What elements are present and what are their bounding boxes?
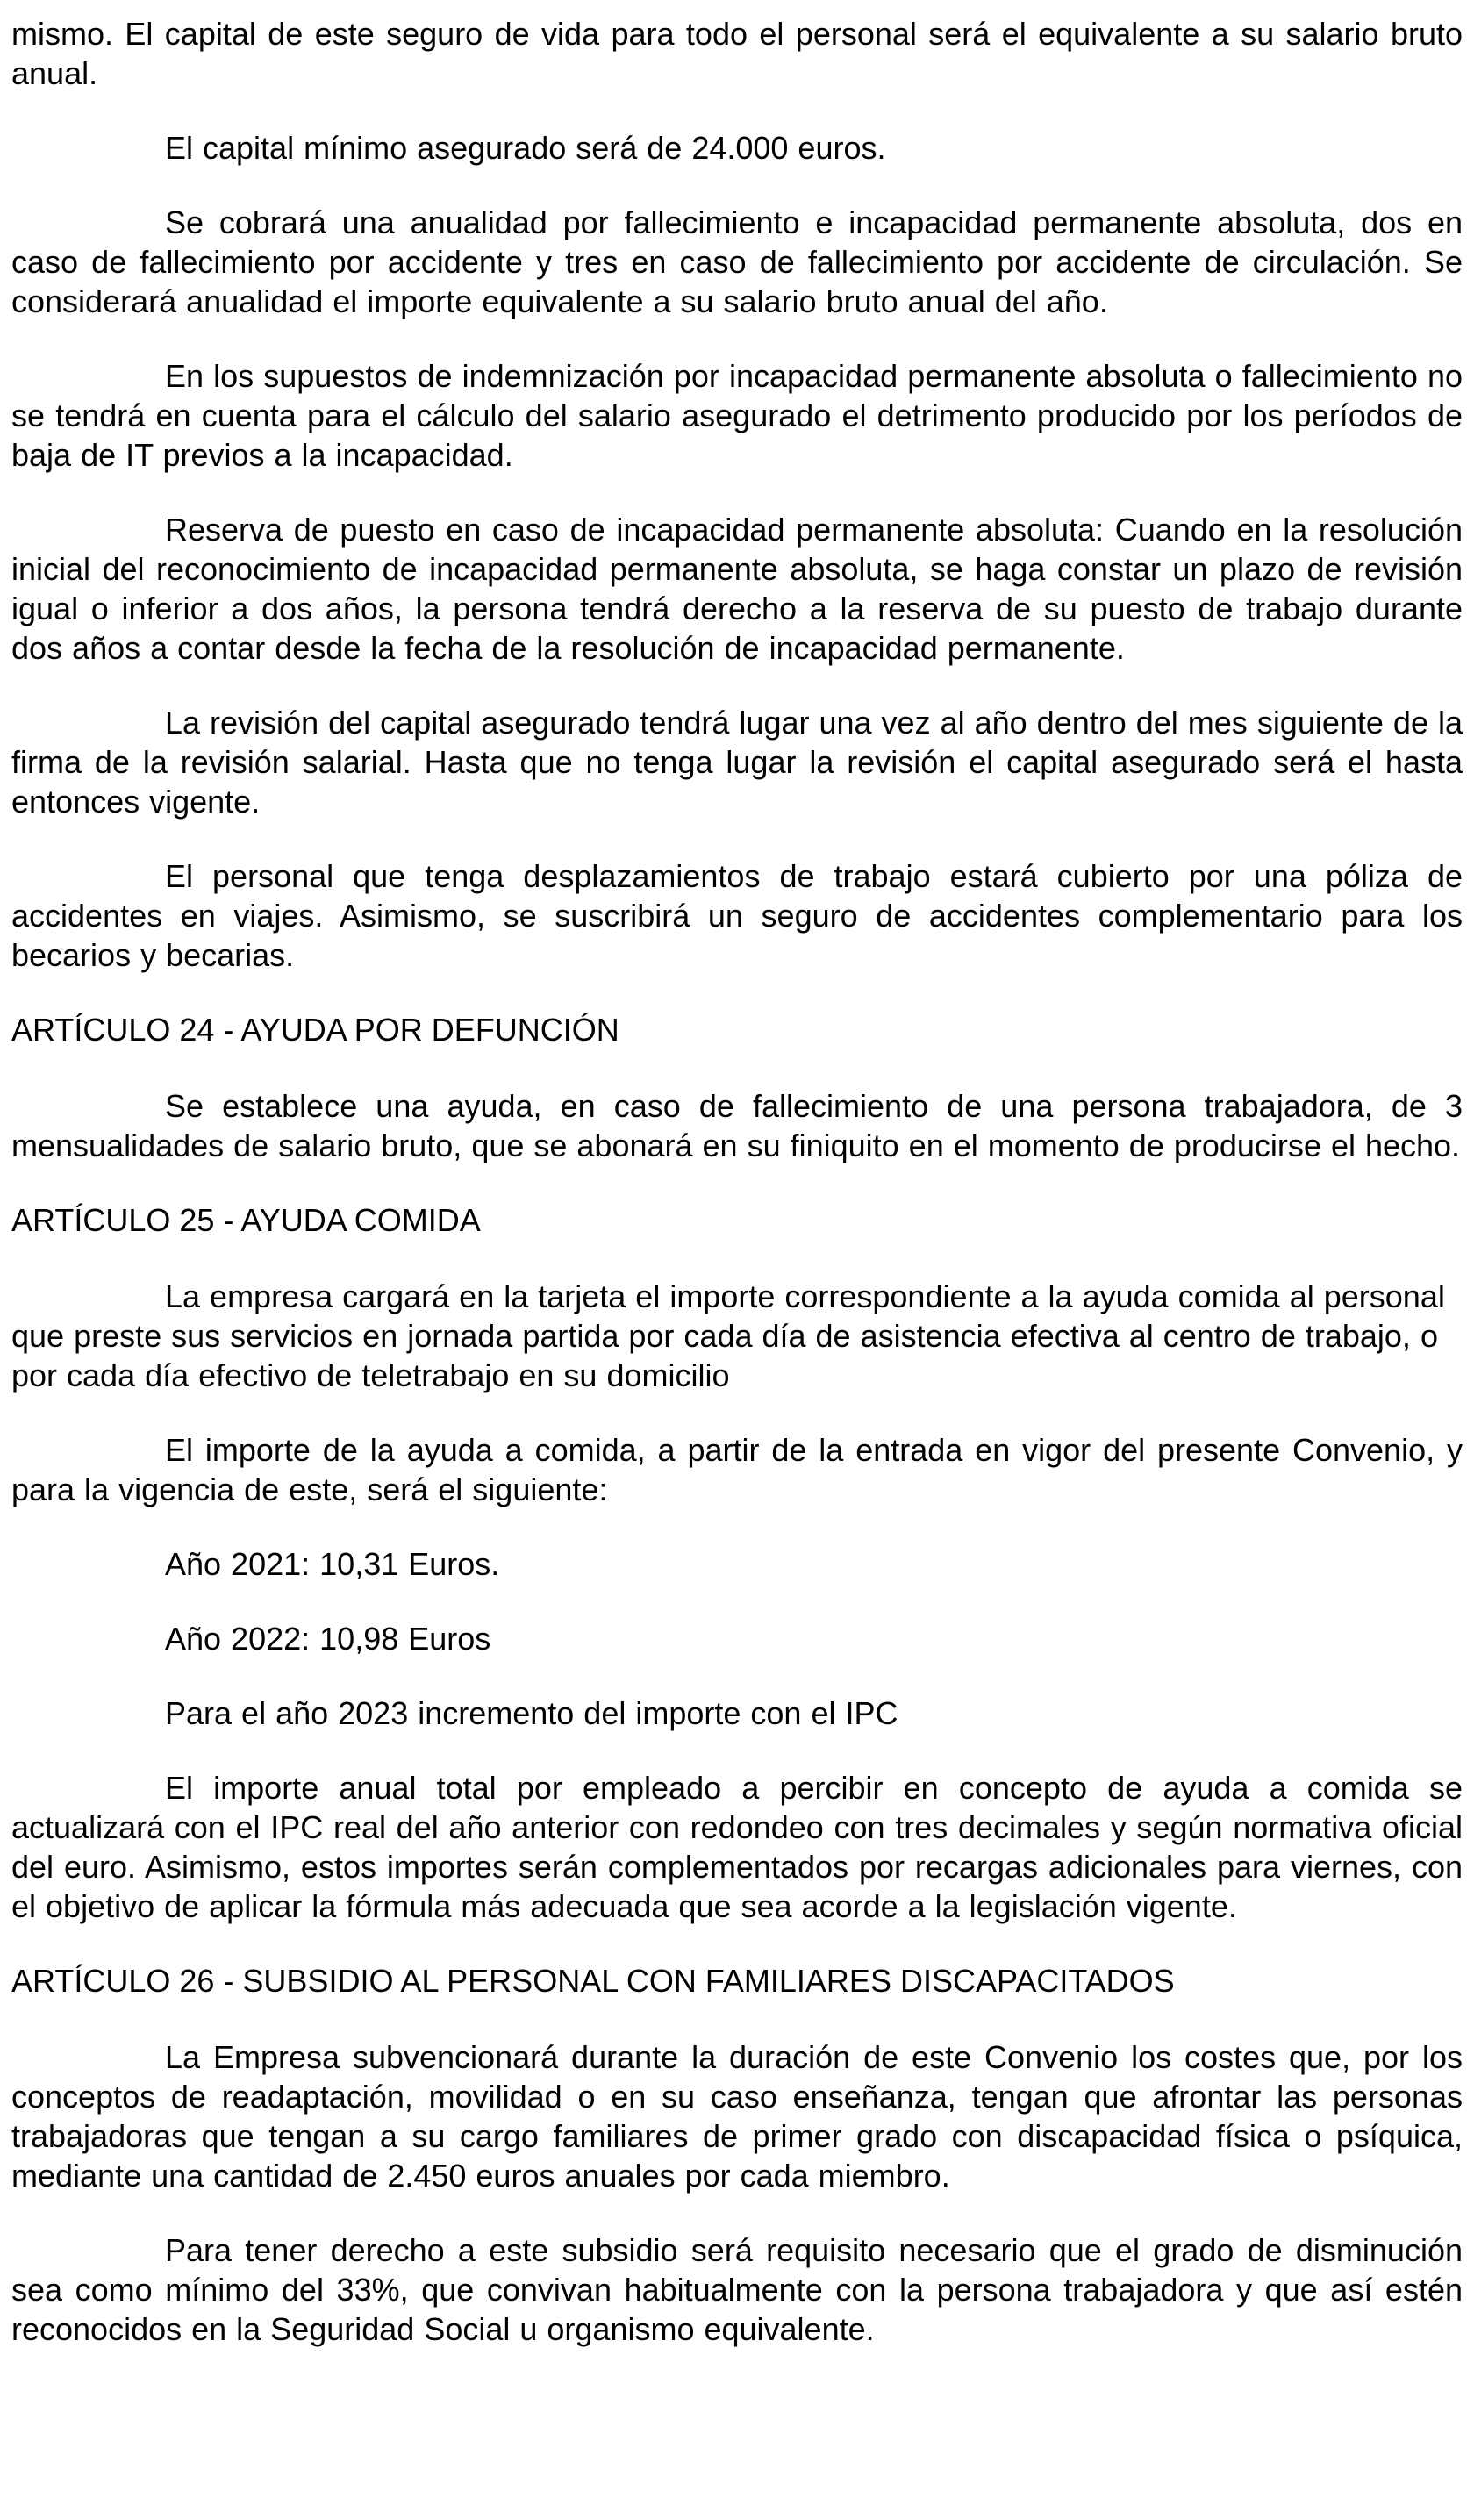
paragraph-importe-anual-actualizacion: El importe anual total por empleado a percibir en concepto de ayuda a comida se actualizará con el IPC real del año anterior con redondeo con tres decimales y según normativa oficial del euro. Asimismo, estos importes serán complementados por recargas adicionales para viernes, con el objetivo de aplicar la fórmula más adecuada que sea acorde a la legislación vigente. bbox=[11, 1770, 1463, 1924]
paragraph-requisito-subsidio: Para tener derecho a este subsidio será requisito necesario que el grado de disminución sea como mínimo del 33%, que convivan habitualmente con la persona trabajadora y que así estén reconocidos en la Seguridad Social u organismo equivalente. bbox=[11, 2232, 1463, 2347]
paragraph-revision-capital: La revisión del capital asegurado tendrá lugar una vez al año dentro del mes siguiente de la firma de la revisión salarial. Hasta que no tenga lugar la revisión el capital asegurado será el hasta entonces vigente. bbox=[11, 705, 1463, 820]
paragraph-ano-2021: Año 2021: 10,31 Euros. bbox=[165, 1546, 500, 1582]
paragraph-reserva-puesto: Reserva de puesto en caso de incapacidad permanente absoluta: Cuando en la resolución inicial del reconocimiento de incapacidad permanente absoluta, se haga constar un plazo de revisión igual o inferior a dos años, la persona tendrá derecho a la reserva de su puesto de trabajo durante dos años a contar desde la fecha de la resolución de incapacidad permanente. bbox=[11, 512, 1463, 666]
paragraph-continuation-seguro-vida: mismo. El capital de este seguro de vida para todo el personal será el equivalente a su salario bruto anual. bbox=[11, 16, 1463, 91]
paragraph-indemnizacion-incapacidad: En los supuestos de indemnización por incapacidad permanente absoluta o fallecimiento no se tendrá en cuenta para el cálculo del salario asegurado el detrimento producido por los períodos de baja de IT previos a la incapacidad. bbox=[11, 358, 1463, 473]
paragraph-poliza-viajes: El personal que tenga desplazamientos de trabajo estará cubierto por una póliza de accidentes en viajes. Asimismo, se suscribirá un seguro de accidentes complementario para los becarios y becarias. bbox=[11, 858, 1463, 973]
paragraph-subsidio-familiares: La Empresa subvencionará durante la duración de este Convenio los costes que, por los conceptos de readaptación, movilidad o en su caso enseñanza, tengan que afrontar las personas trabajadoras que tengan a su cargo familiares de primer grado con discapacidad física o psíquica, mediante una cantidad de 2.450 euros anuales por cada miembro. bbox=[11, 2039, 1463, 2194]
paragraph-ayuda-defuncion: Se establece una ayuda, en caso de fallecimiento de una persona trabajadora, de 3 mensualidades de salario bruto, que se abonará en su finiquito en el momento de producirse el hecho. bbox=[11, 1088, 1463, 1163]
article-25-heading: ARTÍCULO 25 - AYUDA COMIDA bbox=[11, 1202, 481, 1238]
paragraph-ayuda-comida-tarjeta: La empresa cargará en la tarjeta el importe correspondiente a la ayuda comida al personal que preste sus servicios en jornada partida por cada día de asistencia efectiva al centro de trabajo, o por cada día efectivo de teletrabajo en su domicilio bbox=[11, 1278, 1445, 1393]
paragraph-ano-2023-ipc: Para el año 2023 incremento del importe con el IPC bbox=[165, 1695, 898, 1731]
paragraph-anualidad-fallecimiento: Se cobrará una anualidad por fallecimiento e incapacidad permanente absoluta, dos en caso de fallecimiento por accidente y tres en caso de fallecimiento por accidente de circulación. Se considerará anualidad el importe equivalente a su salario bruto anual del año. bbox=[11, 204, 1463, 319]
paragraph-ano-2022: Año 2022: 10,98 Euros bbox=[165, 1621, 491, 1657]
paragraph-capital-minimo: El capital mínimo asegurado será de 24.000 euros. bbox=[165, 130, 886, 166]
article-26-heading: ARTÍCULO 26 - SUBSIDIO AL PERSONAL CON FAMILIARES DISCAPACITADOS bbox=[11, 1963, 1175, 1999]
article-24-heading: ARTÍCULO 24 - AYUDA POR DEFUNCIÓN bbox=[11, 1012, 619, 1048]
paragraph-importe-ayuda-comida: El importe de la ayuda a comida, a partir de la entrada en vigor del presente Convenio, y para la vigencia de este, será el siguiente: bbox=[11, 1432, 1463, 1507]
